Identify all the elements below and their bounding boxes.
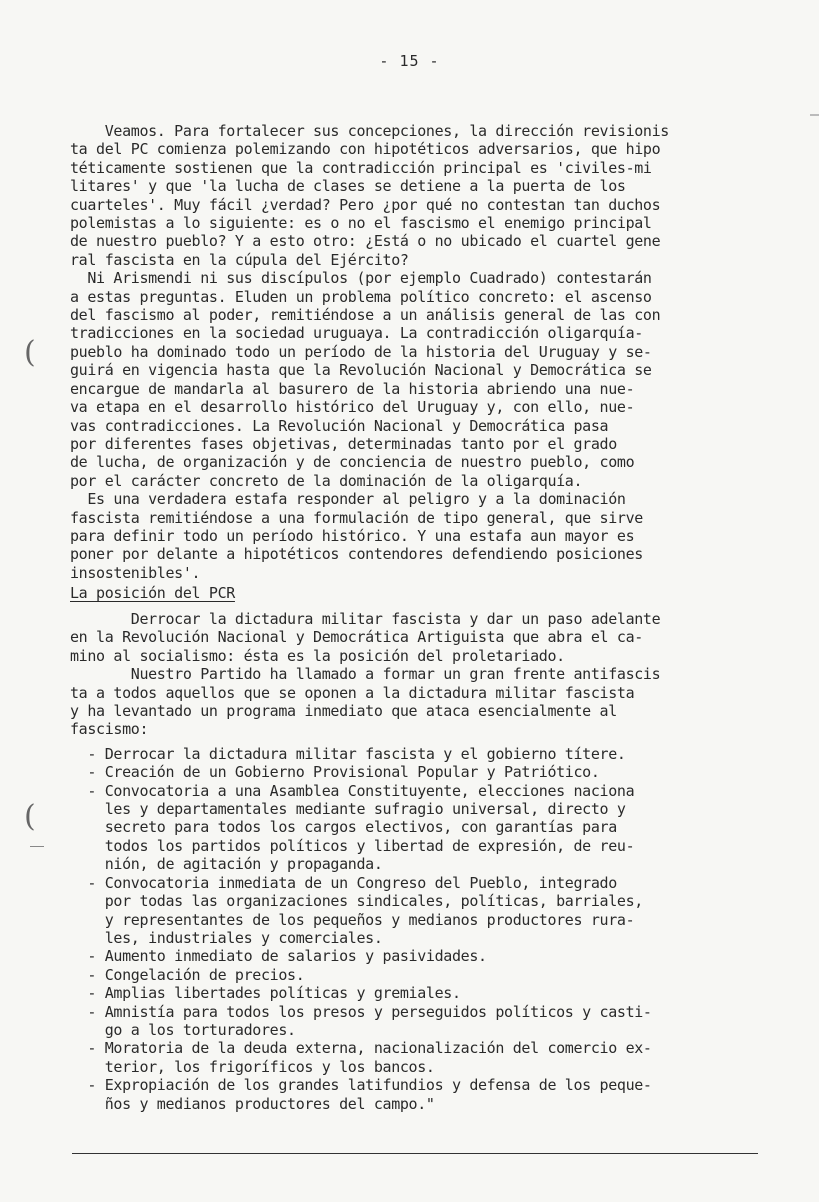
text-line: cuarteles'. Muy fácil ¿verdad? Pero ¿por qué no contestan tan duchos	[70, 195, 661, 214]
list-item-continuation: go a los torturadores.	[70, 1020, 296, 1039]
text-line: del fascismo al poder, remitiéndose a un análisis general de las con	[70, 306, 661, 325]
list-item-continuation: ños y medianos productores del campo."	[70, 1094, 435, 1113]
text-line: tradicciones en la sociedad uruguaya. La contradicción oligarquía-	[70, 324, 643, 343]
text-line: a estas preguntas. Eluden un problema político concreto: el ascenso	[70, 287, 652, 306]
margin-paren-mark: (	[24, 335, 36, 370]
body-section-1	[70, 122, 770, 582]
text-line: téticamente sostienen que la contradicción principal es 'civiles-mi	[70, 158, 652, 177]
margin-paren-mark: (	[24, 799, 36, 834]
list-item: - Congelación de precios.	[70, 965, 305, 984]
margin-dash-mark	[30, 846, 44, 847]
list-item: - Derrocar la dictadura militar fascista y el gobierno títere.	[70, 744, 626, 763]
text-line: de nuestro pueblo? Y a esto otro: ¿Está o no ubicado el cuartel gene	[70, 232, 661, 251]
list-item-continuation: terior, los frigoríficos y los bancos.	[70, 1057, 435, 1076]
text-line: Ni Arismendi ni sus discípulos (por ejemplo Cuadrado) contestarán	[70, 269, 652, 288]
list-item: - Creación de un Gobierno Provisional Popular y Patriótico.	[70, 763, 600, 782]
list-item-continuation: nión, de agitación y propaganda.	[70, 855, 383, 874]
list-item: - Expropiación de los grandes latifundios y defensa de los peque-	[70, 1076, 652, 1095]
text-line: ral fascista en la cúpula del Ejército?	[70, 250, 409, 269]
text-line: encargue de mandarla al basurero de la historia abriendo una nue-	[70, 379, 635, 398]
text-line: en la Revolución Nacional y Democrática Artiguista que abra el ca-	[70, 628, 643, 647]
body-section-2	[70, 610, 770, 1113]
text-line: por el carácter concreto de la dominación de la oligarquía.	[70, 471, 583, 490]
text-line: Derrocar la dictadura militar fascista y dar un paso adelante	[70, 610, 661, 628]
text-line: fascista remitiéndose a una formulación de tipo general, que sirve	[70, 508, 643, 527]
page-number: - 15 -	[379, 52, 440, 70]
text-line: insostenibles'.	[70, 563, 201, 582]
text-line: Es una verdadera estafa responder al peligro y a la dominación	[70, 490, 626, 509]
text-line: Nuestro Partido ha llamado a formar un gran frente antifascis	[70, 665, 661, 684]
text-line: ta del PC comienza polemizando con hipotéticos adversarios, que hipo	[70, 140, 661, 159]
edge-tick-mark	[810, 114, 819, 116]
section-heading: La posición del PCR	[70, 584, 235, 602]
text-line: Veamos. Para fortalecer sus concepciones, la dirección revisionis	[70, 122, 669, 140]
text-line: guirá en vigencia hasta que la Revolución Nacional y Democrática se	[70, 361, 652, 380]
list-item-continuation: todos los partidos políticos y libertad de expresión, de reu-	[70, 836, 635, 855]
list-item-continuation: les y departamentales mediante sufragio universal, directo y	[70, 800, 626, 819]
list-item: - Amplias libertades políticas y gremiales.	[70, 984, 461, 1003]
list-item-continuation: les, industriales y comerciales.	[70, 928, 383, 947]
text-line: poner por delante a hipotéticos contendores defendiendo posiciones	[70, 545, 643, 564]
list-item-continuation: y representantes de los pequeños y medianos productores rura-	[70, 910, 635, 929]
text-line: fascismo:	[70, 720, 149, 739]
text-line: de lucha, de organización y de conciencia de nuestro pueblo, como	[70, 453, 635, 472]
text-line: ta a todos aquellos que se oponen a la dictadura militar fascista	[70, 683, 635, 702]
text-line: polemistas a lo siguiente: es o no el fascismo el enemigo principal	[70, 214, 652, 233]
list-item-continuation: secreto para todos los cargos electivos, con garantías para	[70, 818, 617, 837]
text-line: va etapa en el desarrollo histórico del Uruguay y, con ello, nue-	[70, 398, 635, 417]
list-item: - Convocatoria inmediata de un Congreso del Pueblo, integrado	[70, 873, 617, 892]
list-item: - Convocatoria a una Asamblea Constituyente, elecciones naciona	[70, 781, 635, 800]
text-line: mino al socialismo: ésta es la posición del proletariado.	[70, 646, 565, 665]
list-item: - Aumento inmediato de salarios y pasividades.	[70, 947, 487, 966]
text-line: vas contradicciones. La Revolución Nacional y Democrática pasa	[70, 416, 609, 435]
text-line: litares' y que 'la lucha de clases se detiene a la puerta de los	[70, 177, 626, 196]
text-line: pueblo ha dominado todo un período de la historia del Uruguay y se-	[70, 342, 652, 361]
bottom-rule	[72, 1153, 758, 1154]
text-line: para definir todo un período histórico. Y una estafa aun mayor es	[70, 526, 635, 545]
list-item: - Moratoria de la deuda externa, nacionalización del comercio ex-	[70, 1039, 652, 1058]
text-line: y ha levantado un programa inmediato que ataca esencialmente al	[70, 702, 617, 721]
text-line: por diferentes fases objetivas, determinadas tanto por el grado	[70, 434, 617, 453]
list-item-continuation: por todas las organizaciones sindicales, políticas, barriales,	[70, 892, 643, 911]
list-item: - Amnistía para todos los presos y perseguidos políticos y casti-	[70, 1002, 652, 1021]
